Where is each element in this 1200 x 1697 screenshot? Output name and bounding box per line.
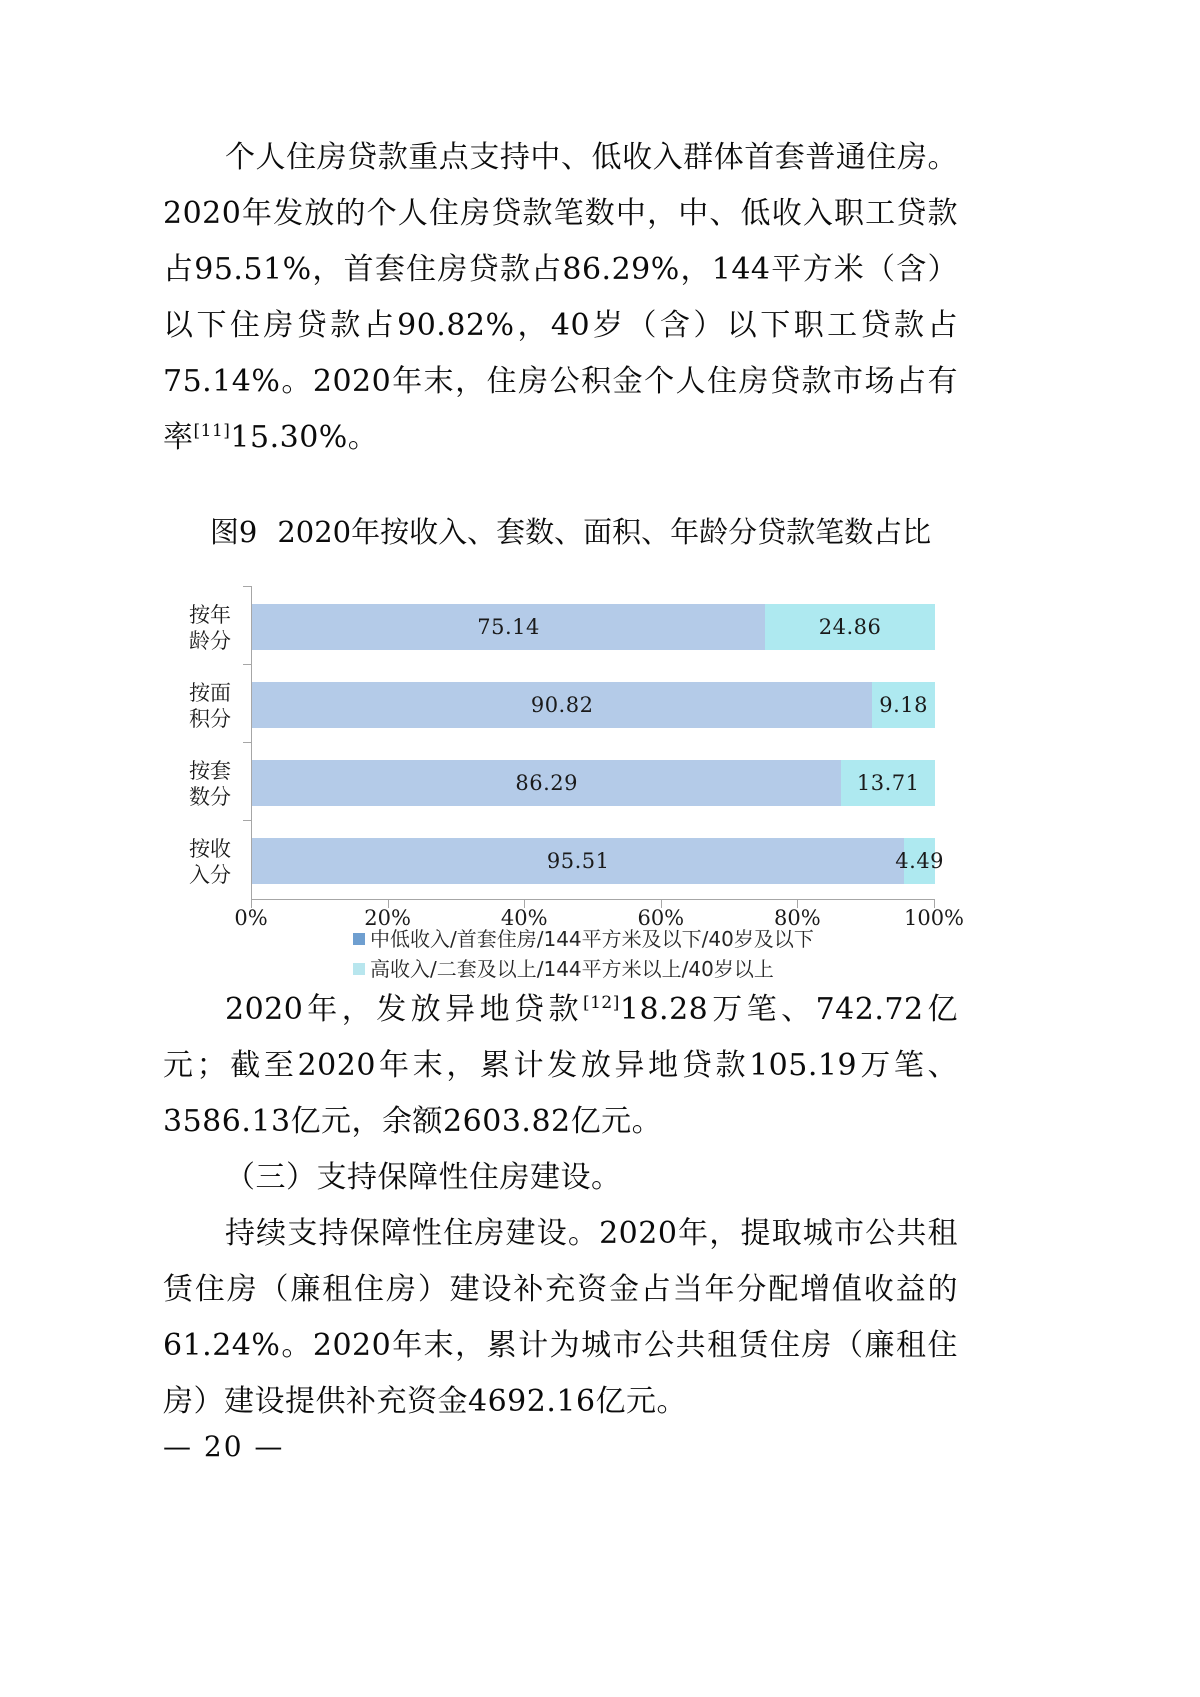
table-row (252, 682, 935, 728)
x-tick-label-4: 80% (774, 906, 821, 930)
bar-value-label: 9.18 (879, 693, 929, 717)
x-tick-label-1: 20% (364, 906, 411, 930)
category-label-1 (189, 680, 245, 732)
chart-plot-area (189, 586, 965, 930)
page-content (163, 130, 965, 1430)
paragraph-1-tail: 15.30%。 (230, 420, 379, 455)
x-tick-label-0: 0% (234, 906, 268, 930)
legend-swatch-icon-series2 (353, 963, 365, 975)
legend-label-series2: 高收入/二套及以上/144平方米以上/40岁以上 (370, 957, 774, 981)
x-tick-label-3: 60% (637, 906, 685, 930)
page-number: — 20 — (163, 1430, 285, 1463)
category-label-2 (189, 758, 245, 810)
figure-9 (163, 512, 965, 981)
category-label-1-line1: 按面 (189, 681, 231, 705)
paragraph-2-post: 18.28万笔、742.72亿元；截至2020年末，累计发放异地贷款105.19万笔、3586.13亿元，余额2603.82亿元。 (163, 992, 958, 1139)
legend-swatch-icon-series1 (353, 933, 365, 945)
bar-segment-series1-cat3 (252, 838, 904, 884)
x-tick-label-5: 100% (903, 906, 965, 930)
bar-value-label: 24.86 (818, 615, 882, 639)
bar-value-label: 13.71 (856, 771, 920, 795)
y-tick-0 (243, 586, 251, 587)
bar-value-label: 86.29 (515, 771, 578, 795)
y-tick-1 (243, 664, 251, 665)
paragraph-2 (163, 982, 958, 1150)
section-heading: （三）支持保障性住房建设。 (225, 1160, 622, 1195)
category-label-3-line1: 按收 (189, 837, 231, 861)
legend-item-series1 (353, 924, 913, 954)
y-tick-3 (243, 820, 251, 821)
paragraph-1 (163, 130, 958, 466)
bar-segment-series1-cat2 (252, 760, 841, 806)
figure-title (163, 512, 958, 552)
bar-segment-series2-cat1 (872, 682, 935, 728)
legend-label-series1: 中低收入/首套住房/144平方米及以下/40岁及以下 (370, 927, 814, 951)
stacked-bar-chart (189, 580, 965, 981)
bar-segment-series2-cat3 (895, 838, 945, 884)
category-label-3-line2: 入分 (189, 863, 231, 887)
y-tick-2 (243, 742, 251, 743)
category-label-3 (189, 836, 245, 888)
x-tick-label-2: 40% (500, 906, 548, 930)
x-axis-line (251, 899, 935, 900)
table-row (252, 604, 935, 650)
table-row (252, 760, 935, 806)
figure-number: 图9 (209, 515, 258, 549)
bar-value-label: 4.49 (895, 849, 945, 873)
bar-segment-series2-cat0 (765, 604, 935, 650)
paragraph-1-text: 个人住房贷款重点支持中、低收入群体首套普通住房。2020年发放的个人住房贷款笔数中，中、低收入职工贷款占95.51%，首套住房贷款占86.29%，144平方米（含）以下住房贷款占90.82%，40岁（含）以下职工贷款占75.14%。2020年末，住房公积金个人住房贷款市场占有率 (163, 140, 958, 455)
figure-title-text: 2020年按收入、套数、面积、年龄分贷款笔数占比 (277, 515, 932, 549)
bar-segment-series2-cat2 (841, 760, 935, 806)
paragraph-3: 持续支持保障性住房建设。2020年，提取城市公共租赁住房（廉租住房）建设补充资金占当年分配增值收益的61.24%。2020年末，累计为城市公共租赁住房（廉租住房）建设提供补充资金4692.16亿元。 (163, 1216, 958, 1419)
footnote-marker-12: [12] (582, 993, 620, 1013)
legend-item-series2 (353, 954, 913, 984)
paragraph-2-pre: 2020年，发放异地贷款 (225, 992, 583, 1027)
footnote-marker-11: [11] (193, 421, 231, 441)
bar-segment-series1-cat1 (252, 682, 872, 728)
bar-value-label: 75.14 (477, 615, 540, 639)
category-label-2-line1: 按套 (189, 759, 231, 783)
category-label-0-line2: 龄分 (189, 629, 231, 653)
bar-segment-series1-cat0 (252, 604, 765, 650)
chart-legend (353, 924, 913, 984)
category-label-0 (189, 602, 245, 654)
bar-value-label: 90.82 (530, 693, 594, 717)
category-label-1-line2: 积分 (189, 707, 231, 731)
bar-value-label: 95.51 (546, 849, 610, 873)
table-row (252, 838, 945, 884)
category-label-0-line1: 按年 (189, 603, 231, 627)
category-label-2-line2: 数分 (189, 785, 231, 809)
